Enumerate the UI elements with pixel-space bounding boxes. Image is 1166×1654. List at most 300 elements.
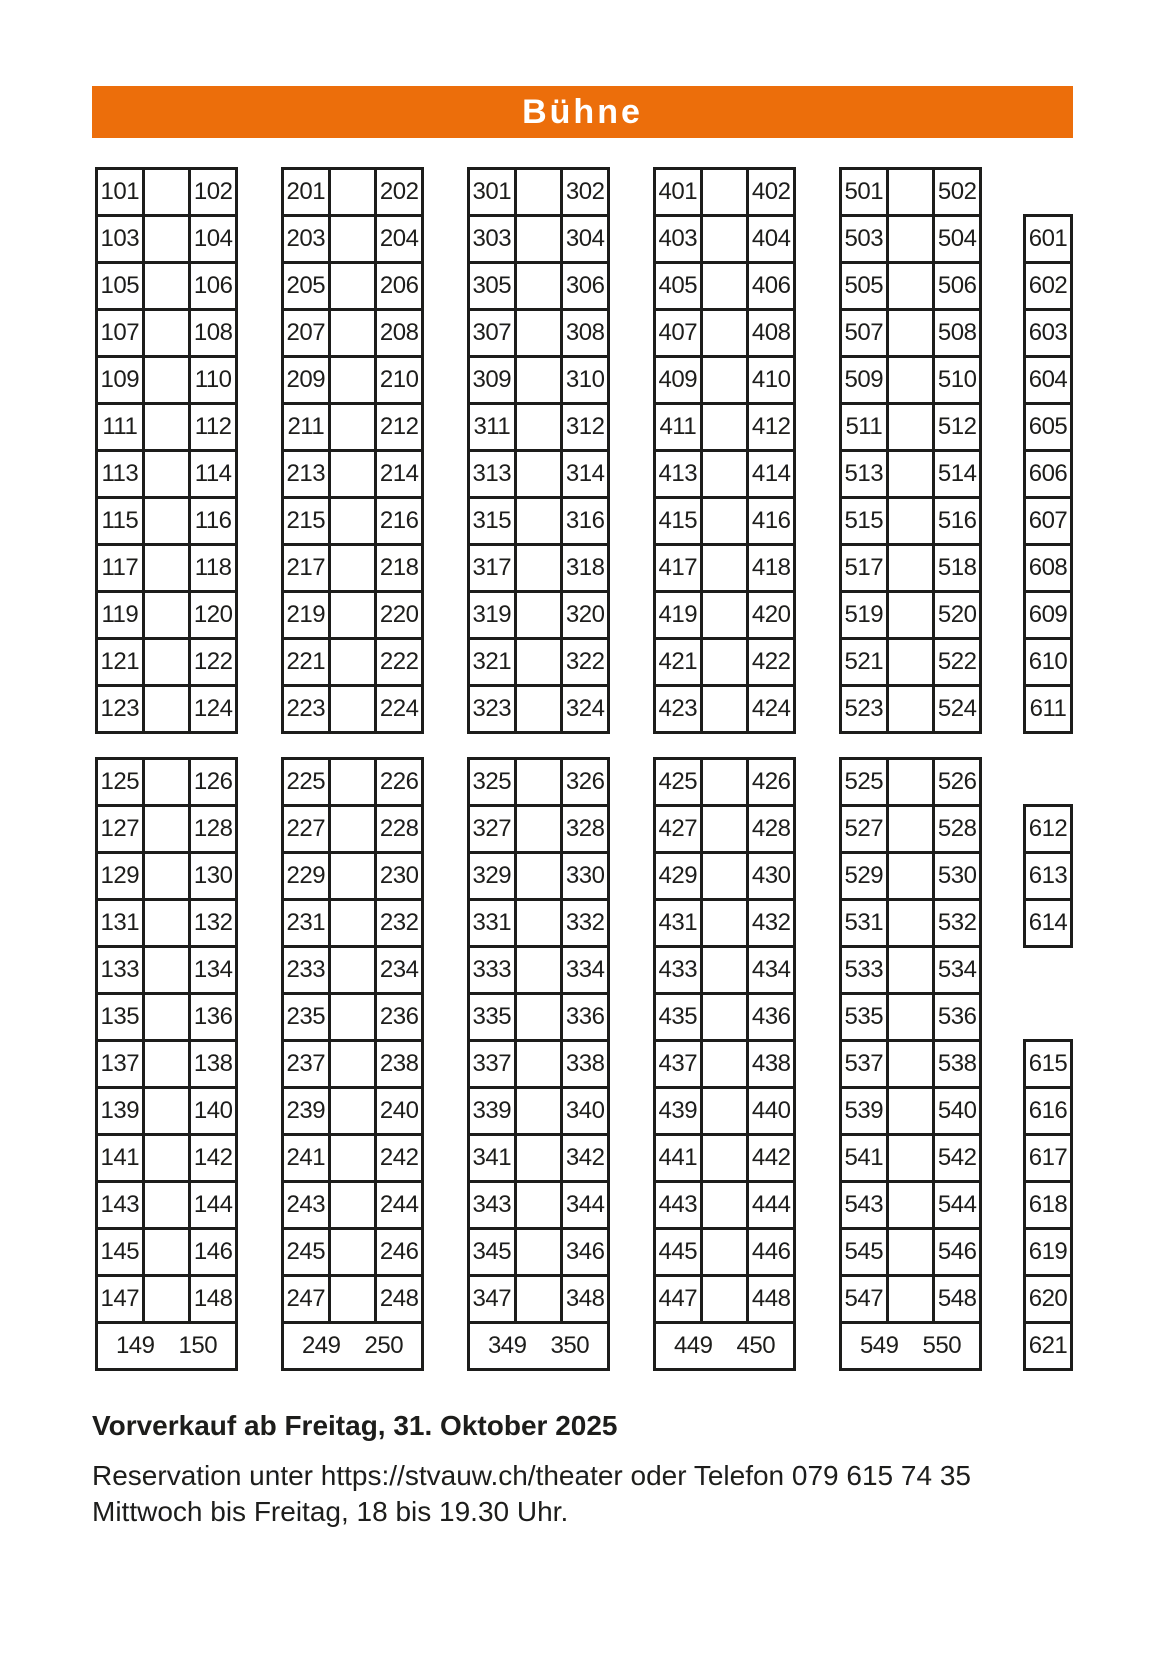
aisle-gap — [329, 1276, 376, 1323]
seat-row — [469, 806, 609, 853]
seat-122: 122 — [190, 639, 237, 686]
seat-608: 608 — [1025, 545, 1072, 592]
seat-336: 336 — [562, 994, 609, 1041]
seat-214: 214 — [376, 451, 423, 498]
seat-106: 106 — [190, 263, 237, 310]
seat-row — [283, 686, 423, 733]
seat-525: 525 — [841, 759, 888, 806]
seat-row — [841, 169, 981, 216]
seat-row — [1025, 1041, 1072, 1088]
seat-row — [841, 1229, 981, 1276]
seat-424: 424 — [748, 686, 795, 733]
seat-row — [97, 263, 237, 310]
seat-136: 136 — [190, 994, 237, 1041]
seat-225: 225 — [283, 759, 330, 806]
seat-228: 228 — [376, 806, 423, 853]
seat-row — [97, 994, 237, 1041]
aisle-gap — [143, 1182, 190, 1229]
aisle-gap — [701, 1041, 748, 1088]
seat-215: 215 — [283, 498, 330, 545]
seat-row — [1025, 1229, 1072, 1276]
seat-row — [841, 357, 981, 404]
seat-218: 218 — [376, 545, 423, 592]
seat-127: 127 — [97, 806, 144, 853]
seat-138: 138 — [190, 1041, 237, 1088]
seat-footer-row — [469, 1323, 609, 1370]
aisle-gap — [329, 759, 376, 806]
seat-617: 617 — [1025, 1135, 1072, 1182]
seat-306: 306 — [562, 263, 609, 310]
seat-419: 419 — [655, 592, 702, 639]
seat-row — [655, 310, 795, 357]
seat-row — [841, 1276, 981, 1323]
seat-314: 314 — [562, 451, 609, 498]
seat-616: 616 — [1025, 1088, 1072, 1135]
aisle-gap — [515, 545, 562, 592]
seat-236: 236 — [376, 994, 423, 1041]
seat-232: 232 — [376, 900, 423, 947]
seat-342: 342 — [562, 1135, 609, 1182]
seat-350: 350 — [550, 1332, 590, 1359]
seat-248: 248 — [376, 1276, 423, 1323]
seat-row — [841, 759, 981, 806]
aisle-gap — [329, 169, 376, 216]
seat-208: 208 — [376, 310, 423, 357]
seat-321: 321 — [469, 639, 516, 686]
aisle-gap — [887, 498, 934, 545]
seat-row — [97, 169, 237, 216]
seat-row — [841, 1182, 981, 1229]
seat-539: 539 — [841, 1088, 888, 1135]
seat-row — [469, 545, 609, 592]
seat-row — [469, 686, 609, 733]
seat-103: 103 — [97, 216, 144, 263]
seat-311: 311 — [469, 404, 516, 451]
seat-row — [283, 216, 423, 263]
aisle-gap — [887, 592, 934, 639]
seat-139: 139 — [97, 1088, 144, 1135]
seat-508: 508 — [934, 310, 981, 357]
seat-row — [655, 1229, 795, 1276]
seat-row — [655, 900, 795, 947]
seat-250: 250 — [364, 1332, 404, 1359]
seat-420: 420 — [748, 592, 795, 639]
seat-114: 114 — [190, 451, 237, 498]
seat-202: 202 — [376, 169, 423, 216]
aisle-gap — [329, 947, 376, 994]
aisle-gap — [143, 1041, 190, 1088]
aisle-gap — [329, 451, 376, 498]
seat-row — [283, 806, 423, 853]
seat-113: 113 — [97, 451, 144, 498]
aisle-gap — [887, 404, 934, 451]
seat-row — [655, 806, 795, 853]
aisle-gap — [701, 1229, 748, 1276]
seat-row — [97, 1229, 237, 1276]
seat-602: 602 — [1025, 263, 1072, 310]
seat-240: 240 — [376, 1088, 423, 1135]
side-section-1 — [1023, 214, 1073, 734]
aisle-gap — [515, 900, 562, 947]
reservation-text-before: Reservation unter — [92, 1460, 321, 1491]
aisle-gap — [143, 216, 190, 263]
seat-315: 315 — [469, 498, 516, 545]
aisle-gap — [329, 263, 376, 310]
seat-320: 320 — [562, 592, 609, 639]
seat-530: 530 — [934, 853, 981, 900]
aisle-gap — [329, 853, 376, 900]
seat-section-top-section-100 — [95, 167, 238, 734]
seat-125: 125 — [97, 759, 144, 806]
seat-section-bottom-section-400 — [653, 757, 796, 1371]
seat-row — [841, 900, 981, 947]
seat-230: 230 — [376, 853, 423, 900]
seat-209: 209 — [283, 357, 330, 404]
seat-449: 449 — [673, 1332, 713, 1359]
aisle-gap — [329, 216, 376, 263]
seat-section-top-section-200 — [281, 167, 424, 734]
seat-229: 229 — [283, 853, 330, 900]
seat-row — [469, 216, 609, 263]
seat-row — [283, 545, 423, 592]
seat-344: 344 — [562, 1182, 609, 1229]
seat-446: 446 — [748, 1229, 795, 1276]
seat-row — [469, 404, 609, 451]
aisle-gap — [143, 404, 190, 451]
seat-row — [841, 686, 981, 733]
seat-346: 346 — [562, 1229, 609, 1276]
seat-326: 326 — [562, 759, 609, 806]
seat-235: 235 — [283, 994, 330, 1041]
aisle-gap — [143, 169, 190, 216]
seat-footer-row — [655, 1323, 795, 1370]
seat-339: 339 — [469, 1088, 516, 1135]
seat-544: 544 — [934, 1182, 981, 1229]
seat-121: 121 — [97, 639, 144, 686]
seat-section-bottom-section-300 — [467, 757, 610, 1371]
aisle-gap — [887, 1229, 934, 1276]
seat-504: 504 — [934, 216, 981, 263]
seat-203: 203 — [283, 216, 330, 263]
seat-row — [655, 994, 795, 1041]
seat-247: 247 — [283, 1276, 330, 1323]
aisle-gap — [143, 947, 190, 994]
seat-206: 206 — [376, 263, 423, 310]
aisle-gap — [701, 1182, 748, 1229]
seat-102: 102 — [190, 169, 237, 216]
aisle-gap — [515, 806, 562, 853]
seat-448: 448 — [748, 1276, 795, 1323]
seat-434: 434 — [748, 947, 795, 994]
seat-411: 411 — [655, 404, 702, 451]
side-section-2 — [1023, 804, 1073, 948]
aisle-gap — [329, 900, 376, 947]
seat-526: 526 — [934, 759, 981, 806]
aisle-gap — [701, 216, 748, 263]
seat-row — [1025, 639, 1072, 686]
seat-row — [655, 1088, 795, 1135]
seat-150: 150 — [178, 1332, 218, 1359]
aisle-gap — [515, 592, 562, 639]
aisle-gap — [329, 357, 376, 404]
seat-404: 404 — [748, 216, 795, 263]
seat-row — [655, 947, 795, 994]
aisle-gap — [515, 994, 562, 1041]
reservation-info — [92, 1458, 971, 1530]
seat-row — [97, 1041, 237, 1088]
seat-216: 216 — [376, 498, 423, 545]
seat-row — [469, 1182, 609, 1229]
seat-440: 440 — [748, 1088, 795, 1135]
seat-523: 523 — [841, 686, 888, 733]
aisle-gap — [143, 357, 190, 404]
seat-row — [1025, 310, 1072, 357]
aisle-gap — [887, 1041, 934, 1088]
seat-row — [469, 639, 609, 686]
seat-147: 147 — [97, 1276, 144, 1323]
aisle-gap — [515, 451, 562, 498]
seat-row — [283, 947, 423, 994]
seat-413: 413 — [655, 451, 702, 498]
aisle-gap — [143, 310, 190, 357]
seat-316: 316 — [562, 498, 609, 545]
seat-row — [655, 451, 795, 498]
seat-520: 520 — [934, 592, 981, 639]
seat-621: 621 — [1025, 1323, 1072, 1370]
seat-107: 107 — [97, 310, 144, 357]
aisle-gap — [515, 498, 562, 545]
seat-416: 416 — [748, 498, 795, 545]
seat-443: 443 — [655, 1182, 702, 1229]
seat-row — [97, 1182, 237, 1229]
seat-124: 124 — [190, 686, 237, 733]
aisle-gap — [329, 639, 376, 686]
aisle-gap — [329, 1135, 376, 1182]
seat-330: 330 — [562, 853, 609, 900]
aisle-gap — [143, 1229, 190, 1276]
seat-335: 335 — [469, 994, 516, 1041]
seat-518: 518 — [934, 545, 981, 592]
seat-507: 507 — [841, 310, 888, 357]
seat-row — [655, 686, 795, 733]
seat-516: 516 — [934, 498, 981, 545]
seat-238: 238 — [376, 1041, 423, 1088]
aisle-gap — [887, 853, 934, 900]
seat-338: 338 — [562, 1041, 609, 1088]
seat-row — [655, 169, 795, 216]
seat-615: 615 — [1025, 1041, 1072, 1088]
aisle-gap — [887, 1276, 934, 1323]
aisle-gap — [701, 900, 748, 947]
seat-308: 308 — [562, 310, 609, 357]
seat-410: 410 — [748, 357, 795, 404]
seat-319: 319 — [469, 592, 516, 639]
seat-543: 543 — [841, 1182, 888, 1229]
seat-row — [97, 404, 237, 451]
seat-row — [469, 498, 609, 545]
aisle-gap — [329, 404, 376, 451]
seat-129: 129 — [97, 853, 144, 900]
seat-126: 126 — [190, 759, 237, 806]
seat-row — [469, 900, 609, 947]
seat-row — [1025, 545, 1072, 592]
seat-block-500 — [839, 0, 982, 1654]
seat-210: 210 — [376, 357, 423, 404]
seat-row — [655, 498, 795, 545]
seat-337: 337 — [469, 1041, 516, 1088]
aisle-gap — [329, 1229, 376, 1276]
seat-437: 437 — [655, 1041, 702, 1088]
seat-row — [1025, 404, 1072, 451]
seat-row — [283, 1135, 423, 1182]
aisle-gap — [515, 1182, 562, 1229]
seat-612: 612 — [1025, 806, 1072, 853]
seat-row — [469, 947, 609, 994]
seat-309: 309 — [469, 357, 516, 404]
aisle-gap — [887, 900, 934, 947]
seat-222: 222 — [376, 639, 423, 686]
seat-row — [1025, 853, 1072, 900]
seat-row — [841, 994, 981, 1041]
seat-537: 537 — [841, 1041, 888, 1088]
aisle-gap — [701, 545, 748, 592]
seat-220: 220 — [376, 592, 423, 639]
aisle-gap — [515, 853, 562, 900]
seat-row — [97, 310, 237, 357]
aisle-gap — [515, 404, 562, 451]
seat-row — [283, 404, 423, 451]
seat-519: 519 — [841, 592, 888, 639]
seat-213: 213 — [283, 451, 330, 498]
seat-row — [1025, 1135, 1072, 1182]
seat-304: 304 — [562, 216, 609, 263]
seat-503: 503 — [841, 216, 888, 263]
seat-140: 140 — [190, 1088, 237, 1135]
seat-620: 620 — [1025, 1276, 1072, 1323]
seat-row — [97, 947, 237, 994]
seat-row — [469, 853, 609, 900]
seat-row — [469, 592, 609, 639]
seat-444: 444 — [748, 1182, 795, 1229]
seat-224: 224 — [376, 686, 423, 733]
seat-120: 120 — [190, 592, 237, 639]
aisle-gap — [887, 310, 934, 357]
seat-row — [841, 404, 981, 451]
seat-131: 131 — [97, 900, 144, 947]
seat-435: 435 — [655, 994, 702, 1041]
seat-row-249-250 — [283, 1323, 423, 1370]
seat-142: 142 — [190, 1135, 237, 1182]
seat-606: 606 — [1025, 451, 1072, 498]
seat-row — [97, 498, 237, 545]
seat-section-top-section-500 — [839, 167, 982, 734]
seat-329: 329 — [469, 853, 516, 900]
seat-341: 341 — [469, 1135, 516, 1182]
reservation-url[interactable]: https://stvauw.ch/theater — [320, 1460, 623, 1491]
seat-section-bottom-section-100 — [95, 757, 238, 1371]
seat-row — [841, 806, 981, 853]
seat-217: 217 — [283, 545, 330, 592]
seat-422: 422 — [748, 639, 795, 686]
seat-row — [469, 357, 609, 404]
seat-324: 324 — [562, 686, 609, 733]
seat-row — [1025, 216, 1072, 263]
aisle-gap — [515, 1135, 562, 1182]
seat-414: 414 — [748, 451, 795, 498]
seat-row — [655, 853, 795, 900]
seat-512: 512 — [934, 404, 981, 451]
seat-section-top-section-300 — [467, 167, 610, 734]
seat-245: 245 — [283, 1229, 330, 1276]
seat-row — [469, 451, 609, 498]
seat-row — [841, 1088, 981, 1135]
aisle-gap — [329, 1088, 376, 1135]
seat-row — [97, 451, 237, 498]
seat-233: 233 — [283, 947, 330, 994]
seat-614: 614 — [1025, 900, 1072, 947]
seat-143: 143 — [97, 1182, 144, 1229]
seat-318: 318 — [562, 545, 609, 592]
seat-237: 237 — [283, 1041, 330, 1088]
seat-611: 611 — [1025, 686, 1072, 733]
aisle-gap — [329, 994, 376, 1041]
aisle-gap — [701, 994, 748, 1041]
seat-438: 438 — [748, 1041, 795, 1088]
aisle-gap — [701, 1135, 748, 1182]
seat-row — [841, 263, 981, 310]
aisle-gap — [887, 451, 934, 498]
seat-row — [283, 1276, 423, 1323]
seat-row — [97, 357, 237, 404]
seat-521: 521 — [841, 639, 888, 686]
seat-row — [283, 498, 423, 545]
seat-417: 417 — [655, 545, 702, 592]
seat-431: 431 — [655, 900, 702, 947]
seat-246: 246 — [376, 1229, 423, 1276]
aisle-gap — [701, 1088, 748, 1135]
seat-128: 128 — [190, 806, 237, 853]
seat-row — [655, 592, 795, 639]
seat-545: 545 — [841, 1229, 888, 1276]
aisle-gap — [515, 639, 562, 686]
seat-row-449-450 — [655, 1323, 795, 1370]
seat-row — [283, 639, 423, 686]
seat-221: 221 — [283, 639, 330, 686]
seat-317: 317 — [469, 545, 516, 592]
seat-207: 207 — [283, 310, 330, 357]
seat-302: 302 — [562, 169, 609, 216]
aisle-gap — [329, 806, 376, 853]
seat-243: 243 — [283, 1182, 330, 1229]
seat-227: 227 — [283, 806, 330, 853]
seat-610: 610 — [1025, 639, 1072, 686]
aisle-gap — [701, 357, 748, 404]
seat-144: 144 — [190, 1182, 237, 1229]
aisle-gap — [515, 1229, 562, 1276]
seat-549: 549 — [859, 1332, 899, 1359]
aisle-gap — [887, 1135, 934, 1182]
seat-331: 331 — [469, 900, 516, 947]
seat-303: 303 — [469, 216, 516, 263]
seat-row — [655, 263, 795, 310]
seat-110: 110 — [190, 357, 237, 404]
aisle-gap — [143, 806, 190, 853]
seat-block-200 — [281, 0, 424, 1654]
seat-234: 234 — [376, 947, 423, 994]
seat-row — [655, 1182, 795, 1229]
seat-row — [469, 1135, 609, 1182]
seat-406: 406 — [748, 263, 795, 310]
